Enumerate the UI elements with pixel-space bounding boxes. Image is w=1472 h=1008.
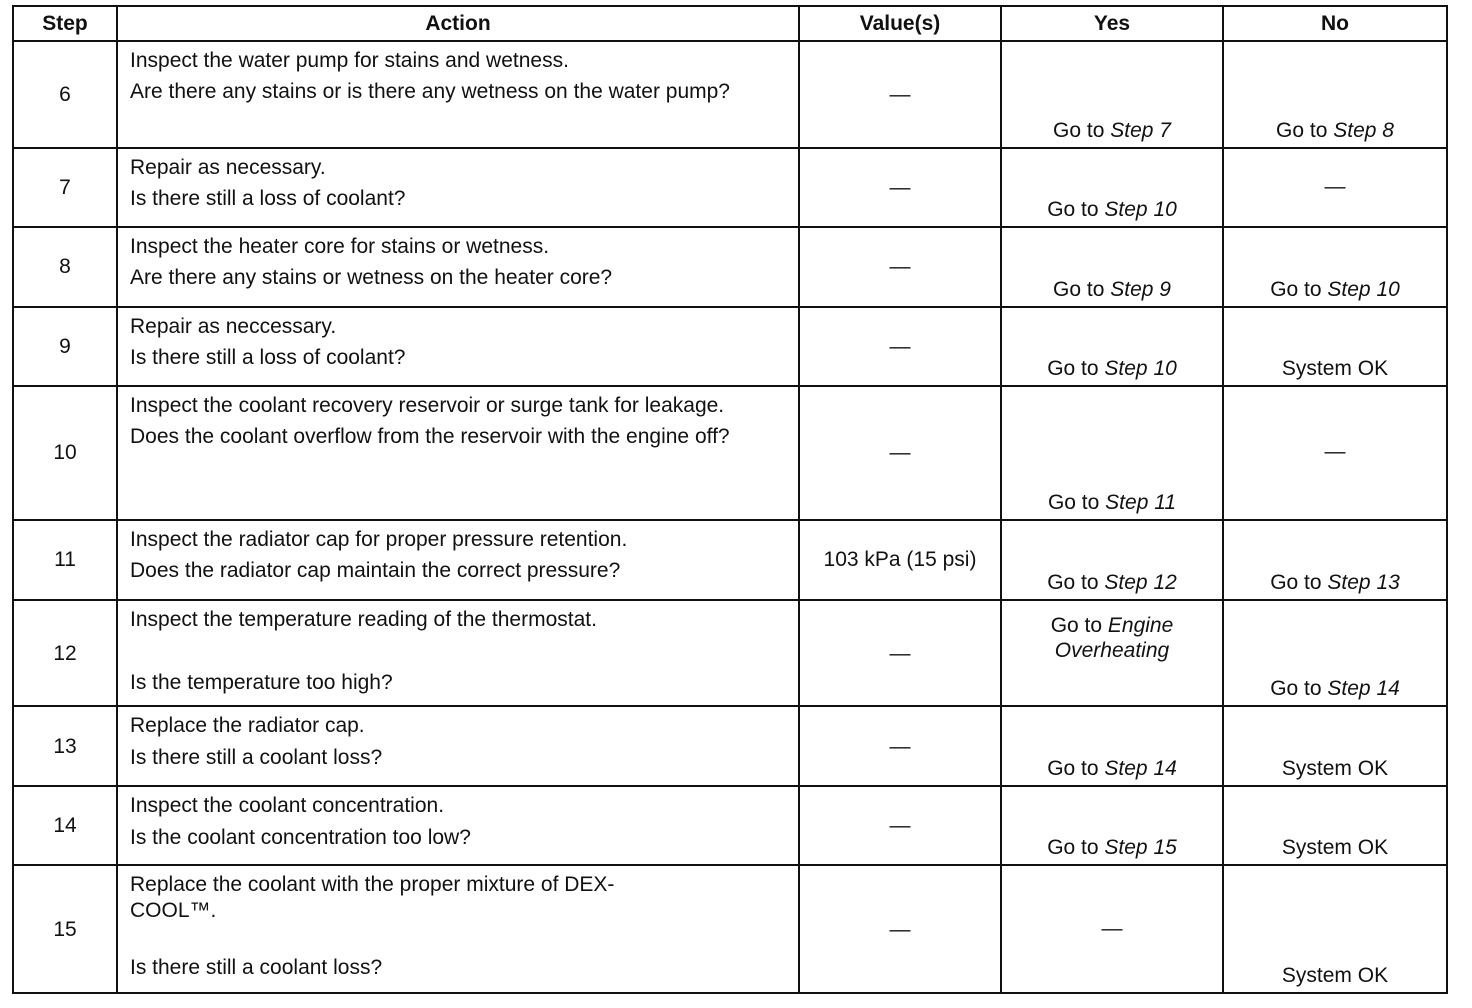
- action-question: Is there still a loss of coolant?: [130, 346, 406, 370]
- value-cell: [799, 41, 1001, 148]
- no-cell: [1223, 148, 1447, 227]
- yes-cell: [1001, 386, 1223, 520]
- goto-text: Go to: [1047, 757, 1099, 781]
- step-word: Step: [1104, 197, 1148, 221]
- action-question: Are there any stains or wetness on the heater core?: [130, 266, 613, 290]
- table-row: [13, 600, 1447, 706]
- step-number: 7: [13, 148, 117, 227]
- yes-step-link: 9: [1159, 277, 1171, 301]
- action-cell: [117, 386, 799, 520]
- step-word: Step: [1110, 118, 1154, 142]
- goto-text: Go to: [1053, 277, 1105, 301]
- action-question: Is there still a coolant loss?: [130, 955, 383, 979]
- yes-cell: [1001, 706, 1223, 786]
- action-instruction: Inspect the heater core for stains or wetness.: [130, 235, 550, 258]
- no-cell: [1223, 865, 1447, 993]
- action-question: Is the temperature too high?: [130, 671, 393, 695]
- step-word: Step: [1104, 570, 1148, 594]
- action-instruction: Repair as neccessary.: [130, 315, 337, 338]
- goto-text: Go to: [1270, 277, 1322, 301]
- goto-text: Go to: [1047, 197, 1099, 221]
- goto-text: Go to: [1047, 570, 1099, 594]
- yes-target-link: Engine Overheating: [1054, 614, 1174, 663]
- action-instruction: Replace the coolant with the proper mixture of DEX-COOL™.: [130, 873, 615, 922]
- step-word: Step: [1105, 490, 1149, 514]
- no-cell: [1223, 41, 1447, 148]
- value-dash: —: [889, 82, 911, 106]
- no-dash: —: [1324, 440, 1346, 464]
- no-cell: [1223, 307, 1447, 386]
- no-step-link: 8: [1382, 118, 1394, 142]
- value-cell: [799, 786, 1001, 865]
- action-cell: [117, 307, 799, 386]
- table-row: [13, 227, 1447, 307]
- action-instruction: Inspect the coolant recovery reservoir or surge tank for leakage.: [130, 394, 725, 417]
- header-step: Step: [13, 6, 117, 41]
- goto-text: Go to: [1047, 490, 1100, 514]
- yes-cell: [1001, 227, 1223, 307]
- yes-step-link: 11: [1154, 490, 1177, 514]
- step-word: Step: [1104, 757, 1148, 781]
- goto-text: Go to: [1047, 356, 1099, 380]
- yes-dash: —: [1101, 916, 1123, 940]
- action-cell: [117, 786, 799, 865]
- value-cell: 103 kPa (15 psi): [799, 520, 1001, 600]
- no-step-link: 14: [1376, 677, 1400, 701]
- yes-cell: [1001, 520, 1223, 600]
- no-step-link: 13: [1376, 570, 1400, 594]
- step-word: Step: [1327, 277, 1371, 301]
- value-dash: —: [889, 734, 911, 758]
- yes-cell: [1001, 786, 1223, 865]
- action-instruction: Inspect the temperature reading of the thermostat.: [130, 608, 597, 631]
- table-row: [13, 706, 1447, 786]
- goto-text: Go to: [1276, 118, 1328, 142]
- diagnostic-table: [12, 5, 1448, 994]
- action-instruction: Inspect the water pump for stains and wetness.: [130, 49, 569, 72]
- step-word: Step: [1333, 118, 1377, 142]
- value-dash: —: [889, 175, 911, 199]
- action-cell: [117, 227, 799, 307]
- yes-step-link: 14: [1153, 757, 1177, 781]
- goto-text: Go to: [1050, 614, 1103, 637]
- no-cell: [1223, 520, 1447, 600]
- step-number: 8: [13, 227, 117, 307]
- table-row: [13, 386, 1447, 520]
- yes-cell: [1001, 148, 1223, 227]
- action-question: Is there still a loss of coolant?: [130, 187, 406, 211]
- no-cell: [1223, 706, 1447, 786]
- value-dash: —: [889, 334, 911, 358]
- action-question: Are there any stains or is there any wetness on the water pump?: [130, 80, 730, 104]
- yes-step-link: 15: [1153, 836, 1177, 860]
- system-ok-text: System OK: [1281, 356, 1389, 380]
- step-word: Step: [1110, 277, 1154, 301]
- yes-cell: [1001, 865, 1223, 993]
- step-number: 12: [13, 600, 117, 706]
- header-yes: Yes: [1001, 6, 1223, 41]
- no-cell: [1223, 227, 1447, 307]
- action-cell: [117, 865, 799, 993]
- header-action: Action: [117, 6, 799, 41]
- value-cell: [799, 148, 1001, 227]
- action-cell: [117, 41, 799, 148]
- header-no: No: [1223, 6, 1447, 41]
- step-word: Step: [1104, 356, 1148, 380]
- value-cell: [799, 600, 1001, 706]
- no-cell: [1223, 600, 1447, 706]
- step-number: 10: [13, 386, 117, 520]
- step-number: 6: [13, 41, 117, 148]
- action-question: Is there still a coolant loss?: [130, 745, 383, 769]
- value-dash: —: [889, 641, 911, 665]
- action-cell: [117, 148, 799, 227]
- no-dash: —: [1324, 174, 1346, 198]
- goto-text: Go to: [1270, 570, 1322, 594]
- step-word: Step: [1327, 570, 1371, 594]
- no-cell: [1223, 386, 1447, 520]
- action-cell: [117, 706, 799, 786]
- value-dash: —: [889, 441, 911, 465]
- no-step-link: 10: [1376, 277, 1400, 301]
- step-number: 15: [13, 865, 117, 993]
- goto-text: Go to: [1270, 677, 1322, 701]
- step-number: 13: [13, 706, 117, 786]
- yes-step-link: 10: [1153, 356, 1177, 380]
- table-row: [13, 520, 1447, 600]
- value-cell: [799, 227, 1001, 307]
- yes-step-link: 12: [1153, 570, 1177, 594]
- step-number: 11: [13, 520, 117, 600]
- action-instruction: Inspect the coolant concentration.: [130, 794, 445, 818]
- yes-step-link: 10: [1153, 197, 1177, 221]
- value-cell: [799, 865, 1001, 993]
- action-instruction: Inspect the radiator cap for proper pressure retention.: [130, 528, 628, 551]
- table-row: [13, 307, 1447, 386]
- action-question: Does the coolant overflow from the reservoir with the engine off?: [130, 425, 730, 449]
- action-question: Is the coolant concentration too low?: [130, 825, 471, 849]
- step-word: Step: [1104, 836, 1148, 860]
- action-instruction: Replace the radiator cap.: [130, 714, 365, 738]
- step-number: 14: [13, 786, 117, 865]
- yes-cell: [1001, 41, 1223, 148]
- header-values: Value(s): [799, 6, 1001, 41]
- table-row: [13, 148, 1447, 227]
- yes-cell: [1001, 600, 1223, 706]
- yes-step-link: 7: [1159, 118, 1171, 142]
- system-ok-text: System OK: [1281, 757, 1389, 781]
- value-cell: [799, 307, 1001, 386]
- value-cell: [799, 386, 1001, 520]
- system-ok-text: System OK: [1281, 964, 1389, 988]
- system-ok-text: System OK: [1281, 836, 1389, 860]
- value-cell: [799, 706, 1001, 786]
- yes-cell: [1001, 307, 1223, 386]
- header-row: [13, 6, 1447, 41]
- action-cell: [117, 520, 799, 600]
- goto-text: Go to: [1047, 836, 1099, 860]
- step-word: Step: [1327, 677, 1371, 701]
- table-row: [13, 786, 1447, 865]
- goto-text: Go to: [1053, 118, 1105, 142]
- action-question: Does the radiator cap maintain the correct pressure?: [130, 559, 621, 583]
- step-number: 9: [13, 307, 117, 386]
- value-dash: —: [889, 255, 911, 279]
- action-instruction: Repair as necessary.: [130, 156, 326, 179]
- table-row: [13, 41, 1447, 148]
- no-cell: [1223, 786, 1447, 865]
- table-row: [13, 865, 1447, 993]
- value-dash: —: [889, 917, 911, 941]
- action-cell: [117, 600, 799, 706]
- value-dash: —: [889, 814, 911, 838]
